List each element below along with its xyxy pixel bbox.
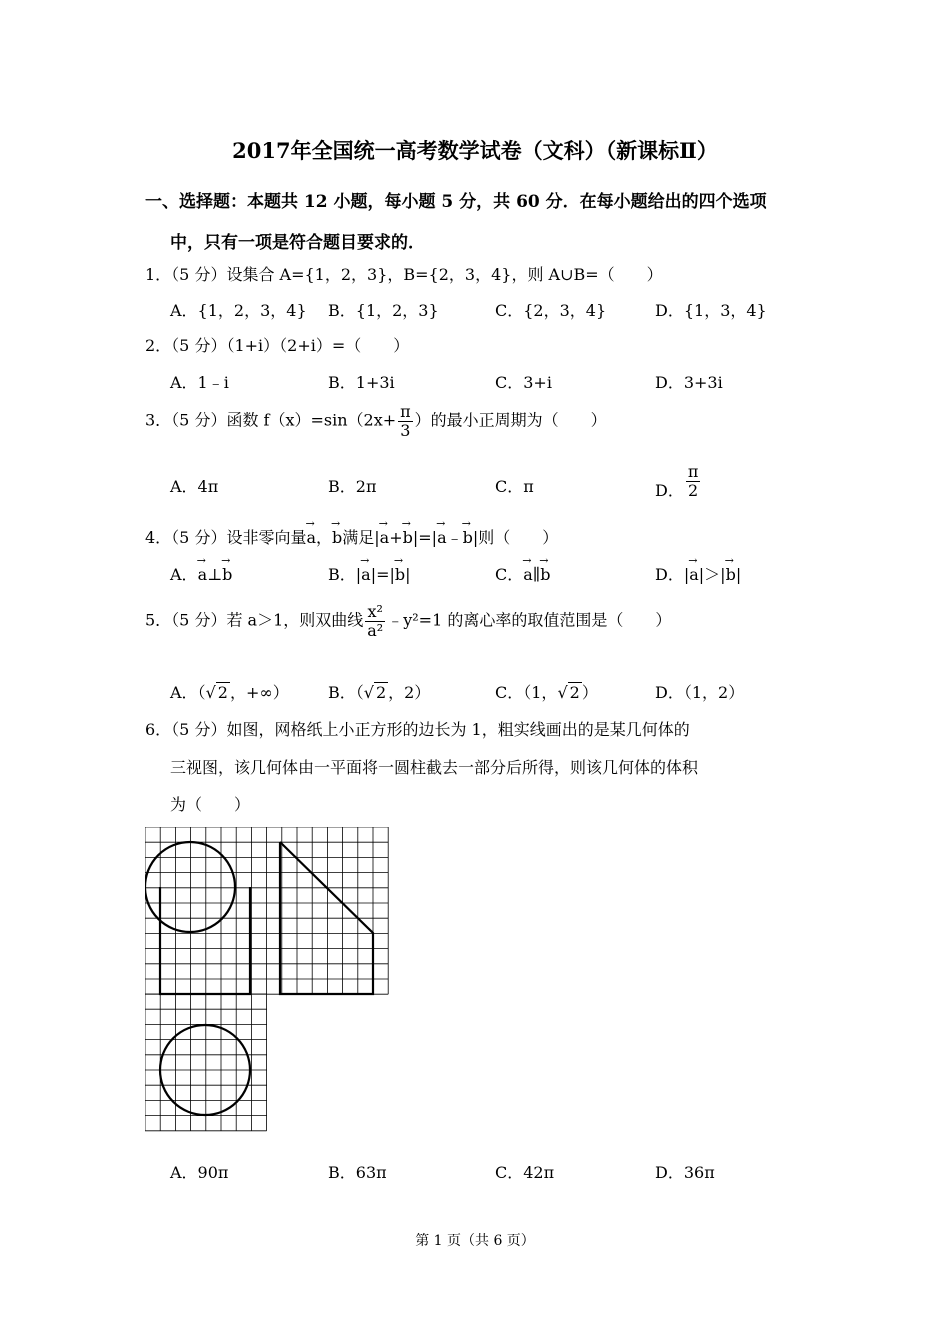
question-2-option-d: D．3+3i xyxy=(655,373,723,392)
question-1-option-b: B．{1，2，3} xyxy=(328,301,439,320)
question-6-option-c: C．42π xyxy=(495,1163,555,1182)
section-heading-line2: 中，只有一项是符合题目要求的． xyxy=(170,233,425,253)
question-4-option-b: B．|→ a|=|→ b| xyxy=(328,562,411,585)
question-4-stem-pre: 4．（5 分）设非零向量 xyxy=(145,528,307,547)
question-5-stem-post: ﹣y²=1 的离心率的取值范围是（ ） xyxy=(387,610,672,630)
question-3-option-d xyxy=(655,463,702,499)
question-3-stem-pre: 3．（5 分）函数 f（x）=sin（2x+ xyxy=(145,410,397,430)
question-3-option-a: A．4π xyxy=(170,477,219,496)
question-4-stem-post: 满足| xyxy=(342,528,380,547)
vector-b: → b xyxy=(332,528,342,547)
question-1-stem: 1．（5 分）设集合 A={1，2，3}，B={2，3，4}，则 A∪B=（ ） xyxy=(145,265,663,284)
pi-over-2-fraction xyxy=(686,463,701,499)
page-footer: 第 1 页（共 6 页） xyxy=(415,1233,535,1249)
question-4-option-d: D．|→ a|＞|→ b| xyxy=(655,562,741,585)
question-2-option-c: C．3+i xyxy=(495,373,552,392)
pi-over-3-fraction xyxy=(398,403,413,439)
question-4-stem: 4．（5 分）设非零向量→ a，→ b满足|→ a+→ b|=|→ a﹣→ b|则（ ） xyxy=(145,525,558,548)
question-6-option-d: D．36π xyxy=(655,1163,715,1182)
page-title: 2017年全国统一高考数学试卷（文科）（新课标Ⅱ） xyxy=(232,138,718,163)
question-5-stem xyxy=(145,603,671,639)
question-3-stem-post: ）的最小正周期为（ ） xyxy=(414,410,607,430)
grid-top-region xyxy=(145,827,388,994)
question-4-stem-tail: |则（ ） xyxy=(472,528,559,547)
three-view-figure xyxy=(145,827,390,1132)
question-2-option-a: A．1﹣i xyxy=(170,373,229,392)
vector-a: → a xyxy=(306,528,316,547)
question-6-line1: 6．（5 分）如图，网格纸上小正方形的边长为 1，粗实线画出的是某几何体的 xyxy=(145,720,690,739)
question-3-stem xyxy=(145,403,607,439)
section-heading-line1: 一、选择题：本题共 12 小题，每小题 5 分，共 60 分．在每小题给出的四个选项 xyxy=(145,192,767,212)
question-6-option-b: B．63π xyxy=(328,1163,387,1182)
question-5-stem-pre: 5．（5 分）若 a＞1，则双曲线 xyxy=(145,610,364,630)
fraction-numerator: π xyxy=(687,462,699,481)
question-1-option-c: C．{2，3，4} xyxy=(495,301,607,320)
question-6-line3: 为（ ） xyxy=(170,795,251,814)
option-d-label: D． xyxy=(655,480,684,500)
question-6-line2: 三视图，该几何体由一平面将一圆柱截去一部分后所得，则该几何体的体积 xyxy=(170,758,699,777)
question-1-option-a: A．{1，2，3，4} xyxy=(170,301,307,320)
question-4-option-a: A．→ a⊥→ b xyxy=(170,562,232,585)
question-5-option-b: B．（√ 2 ，2） xyxy=(328,683,431,702)
x2-over-a2-fraction xyxy=(365,603,385,639)
question-6-option-a: A．90π xyxy=(170,1163,229,1182)
question-5-option-a: A．（√ 2 ，+∞） xyxy=(170,683,289,702)
question-3-option-c: C．π xyxy=(495,477,534,496)
question-5-option-c: C．（1，√ 2 ） xyxy=(495,683,598,702)
fraction-numerator: x² xyxy=(365,603,385,622)
question-2-stem: 2．（5 分）（1+i）（2+i）=（ ） xyxy=(145,336,410,355)
fraction-denominator: a² xyxy=(367,620,384,640)
fraction-denominator: 2 xyxy=(688,480,699,500)
question-5-option-d: D．（1，2） xyxy=(655,683,745,702)
question-1-option-d: D．{1，3，4} xyxy=(655,301,767,320)
question-2-option-b: B．1+3i xyxy=(328,373,395,392)
fraction-denominator: 3 xyxy=(400,420,411,440)
question-4-option-c: C．→ a∥→ b xyxy=(495,562,550,585)
fraction-numerator: π xyxy=(400,402,411,421)
question-3-option-b: B．2π xyxy=(328,477,377,496)
